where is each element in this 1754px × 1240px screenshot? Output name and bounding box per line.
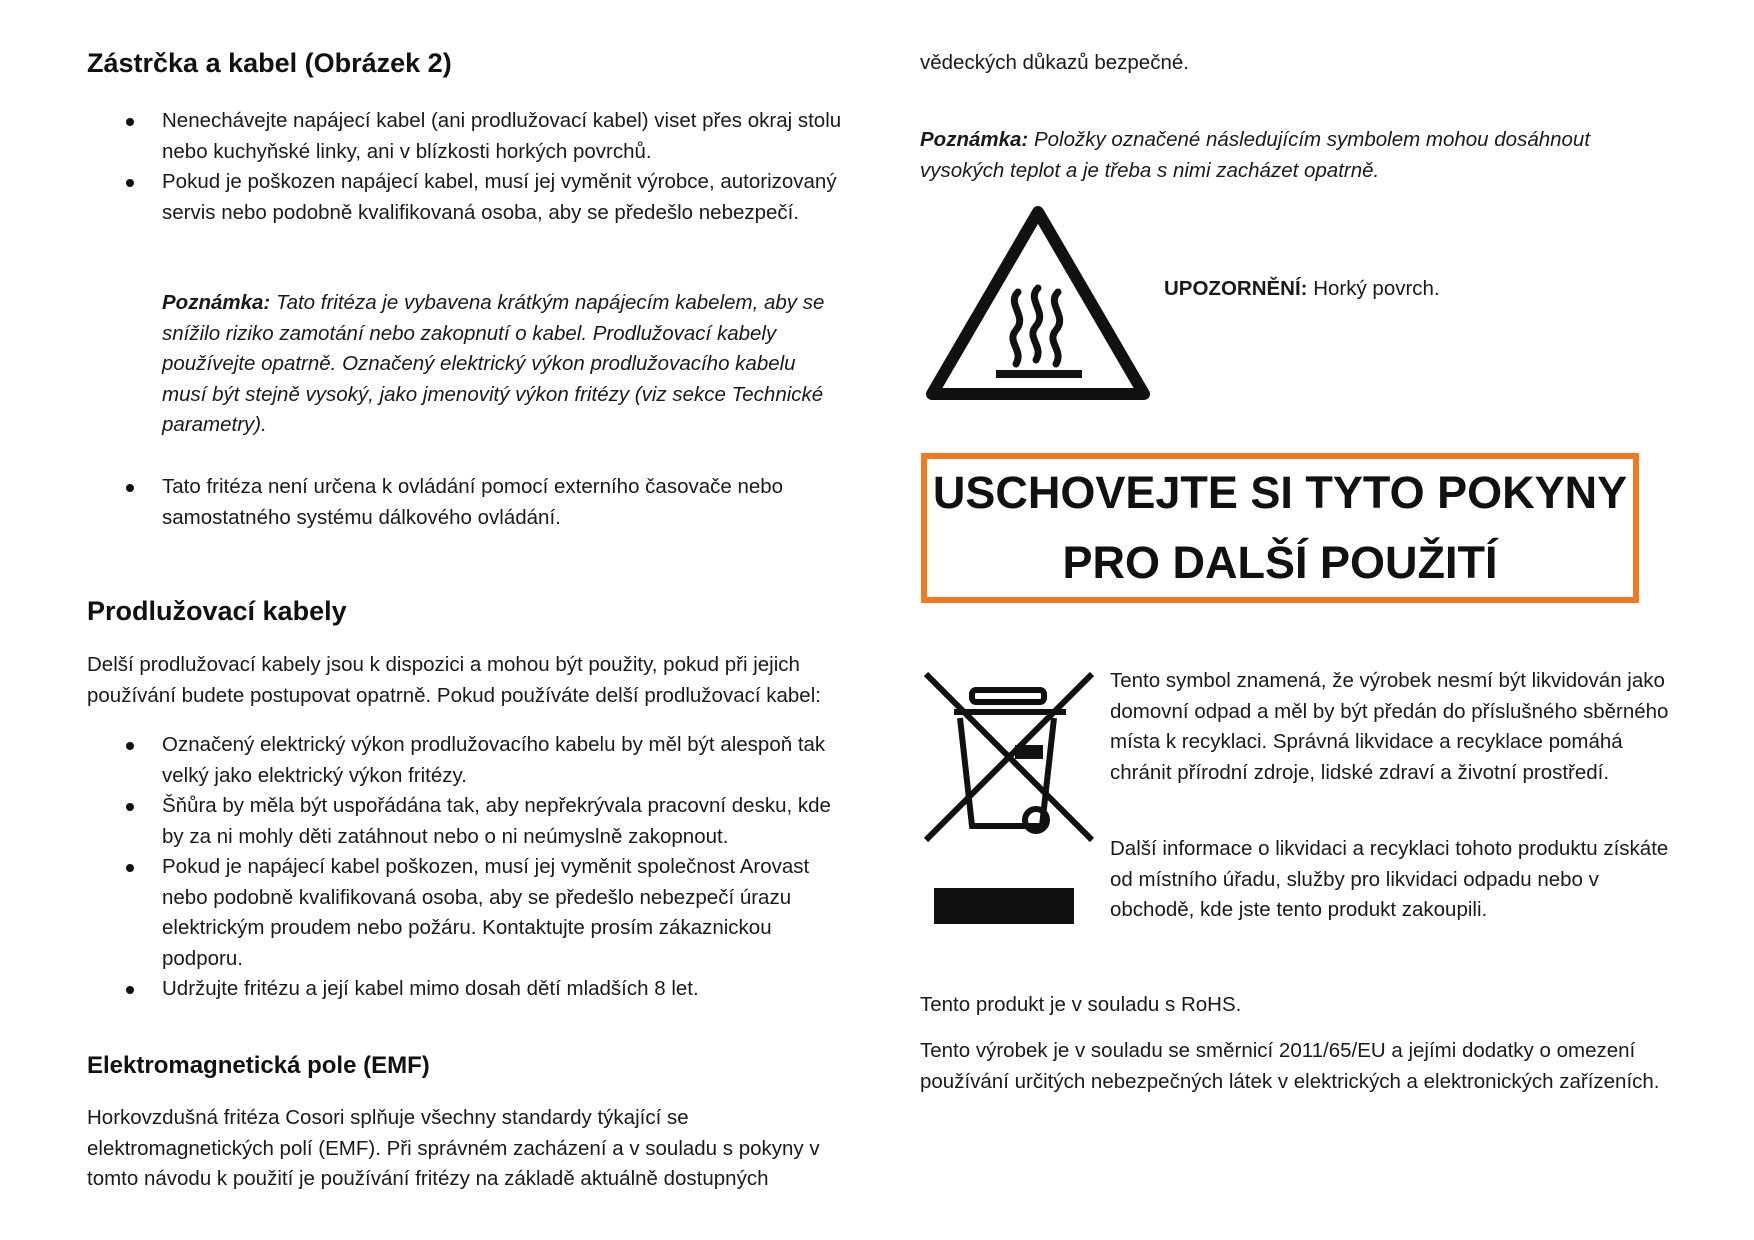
extension-cables-heading: Prodlužovací kabely xyxy=(87,596,347,626)
bullet-dot xyxy=(126,742,134,750)
list-item: Nenechávejte napájecí kabel (ani prodlužovací kabel) viset přes okraj stolu nebo kuchyňské linky, ani v blízkosti horkých povrchů. xyxy=(87,106,857,167)
list-item: Šňůra by měla být uspořádána tak, aby nepřekrývala pracovní desku, kde by za ni mohly děti zatáhnout nebo o ni neúmyslně zakopnout. xyxy=(87,791,857,852)
list-item: Pokud je napájecí kabel poškozen, musí jej vyměnit společnost Arovast nebo podobně kvalifikovaná osoba, aby se předešlo nebezpečí úrazu elektrickým proudem nebo požáru. Kontaktujte prosím zákaznickou podporu. xyxy=(87,852,857,974)
list-item: Pokud je poškozen napájecí kabel, musí jej vyměnit výrobce, autorizovaný servis nebo podobně kvalifikovaná osoba, aby se předešlo nebezpečí. xyxy=(87,167,857,228)
emf-text: Horkovzdušná fritéza Cosori splňuje všechny standardy týkající se elektromagnetických polí (EMF). Při správném zacházení a v souladu s pokyny v tomto návodu k použití je používání fritézy na základě aktuálně dostupných xyxy=(87,1106,820,1190)
note-label: Poznámka: xyxy=(162,291,271,314)
emf-heading: Elektromagnetická pole (EMF) xyxy=(87,1052,430,1079)
weee-text-1: Tento symbol znamená, že výrobek nesmí být likvidován jako domovní odpad a měl by být předán do příslušného sběrného místa k recyklaci. Správná likvidace a recyklace pomáhá chránit přírodní zdroje, lidské zdraví a životní prostředí. xyxy=(1110,669,1669,784)
plug-note xyxy=(162,288,842,441)
warning-label: UPOZORNĚNÍ: xyxy=(1164,277,1308,300)
rohs-text: Tento produkt je v souladu s RoHS. xyxy=(920,993,1242,1016)
hot-surface-warning-text xyxy=(1164,274,1440,305)
plug-bullet-list-2 xyxy=(87,472,857,533)
note-text: Tato fritéza je vybavena krátkým napájecím kabelem, aby se snížilo riziko zamotání nebo zakopnutí o kabel. Prodlužovací kabely používejte opatrně. Označený elektrický výkon prodlužovacího kabelu musí být stejně vysoký, jako jmenovitý výkon fritézy (viz sekce Technické parametry). xyxy=(162,291,825,436)
plug-cable-section xyxy=(87,106,857,228)
list-item: Udržujte fritézu a její kabel mimo dosah dětí mladších 8 let. xyxy=(87,974,857,1005)
emf-continued-text: vědeckých důkazů bezpečné. xyxy=(920,51,1189,74)
list-item: Tato fritéza není určena k ovládání pomocí externího časovače nebo samostatného systému dálkového ovládání. xyxy=(87,472,857,533)
extension-bullet-list xyxy=(87,730,857,1005)
note-label: Poznámka: xyxy=(920,128,1029,151)
crossed-out-wheelie-bin-icon xyxy=(920,668,1100,928)
plug-bullet-3-block xyxy=(87,472,857,533)
directive-text: Tento výrobek je v souladu se směrnicí 2011/65/EU a jejími dodatky o omezení používání určitých nebezpečných látek v elektrických a elektronických zařízeních. xyxy=(920,1039,1660,1093)
hot-surface-note xyxy=(920,125,1640,186)
save-instructions-box xyxy=(921,453,1639,603)
weee-text-2: Další informace o likvidaci a recyklaci tohoto produktu získáte od místního úřadu, služby pro likvidaci odpadu nebo v obchodě, kde jste tento produkt zakoupili. xyxy=(1110,837,1669,921)
bullet-dot xyxy=(126,986,134,994)
extension-section xyxy=(87,730,857,1005)
save-instructions-line-2: PRO DALŠÍ POUŽITÍ xyxy=(1062,537,1498,588)
bullet-dot xyxy=(126,864,134,872)
save-instructions-line-1: USCHOVEJTE SI TYTO POKYNY xyxy=(932,467,1628,518)
bullet-dot xyxy=(126,118,134,126)
bullet-dot xyxy=(126,179,134,187)
plug-cable-heading: Zástrčka a kabel (Obrázek 2) xyxy=(87,48,452,78)
note-text: Položky označené následujícím symbolem mohou dosáhnout vysokých teplot a je třeba s nimi zacházet opatrně. xyxy=(920,128,1591,182)
bullet-dot xyxy=(126,484,134,492)
list-item: Označený elektrický výkon prodlužovacího kabelu by měl být alespoň tak velký jako elektrický výkon fritézy. xyxy=(87,730,857,791)
extension-intro: Delší prodlužovací kabely jsou k dispozici a mohou být použity, pokud při jejich používání budete postupovat opatrně. Pokud používáte delší prodlužovací kabel: xyxy=(87,653,821,707)
bullet-dot xyxy=(126,803,134,811)
plug-bullet-list xyxy=(87,106,857,228)
warning-text: Horký povrch. xyxy=(1313,277,1440,300)
hot-surface-warning-icon xyxy=(924,204,1152,400)
